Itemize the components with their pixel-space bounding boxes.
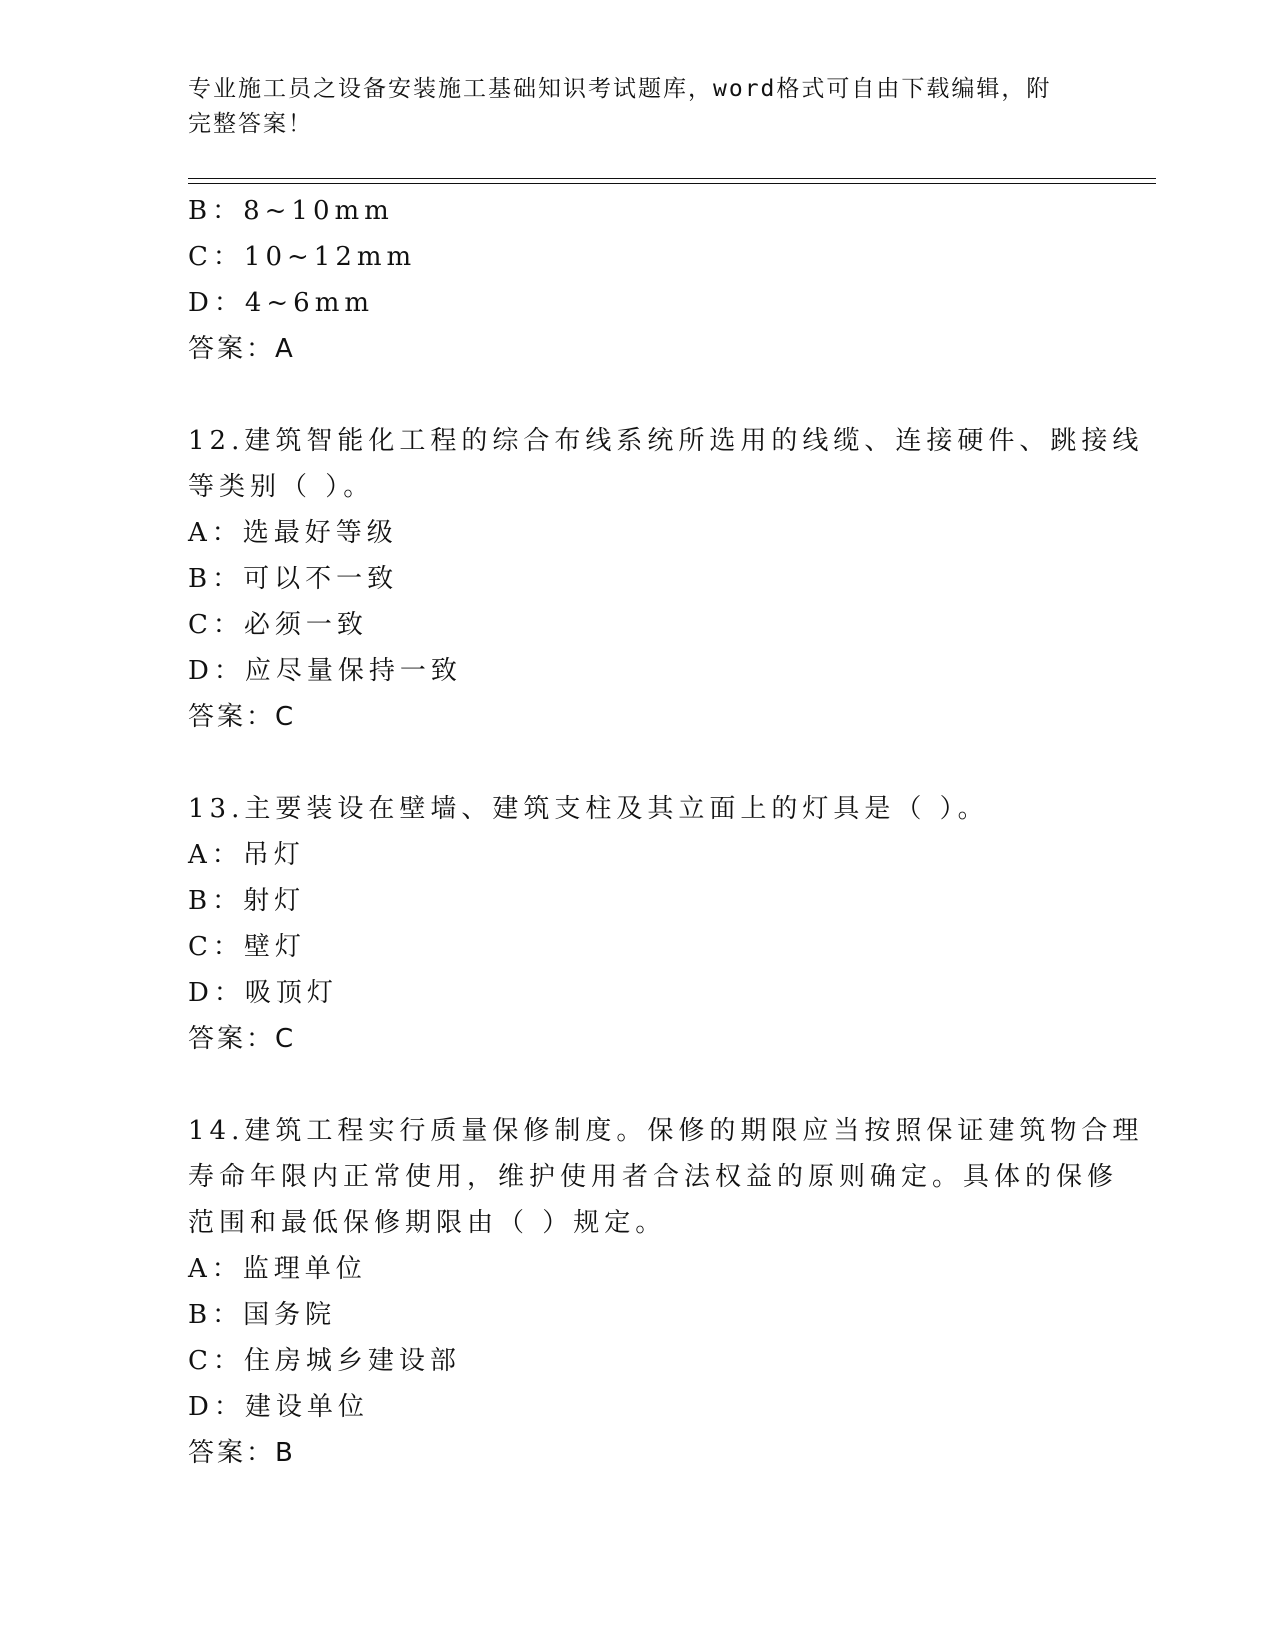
option-a <box>188 1246 1088 1292</box>
option-text: 吸顶灯 <box>244 978 338 1008</box>
question-12 <box>188 418 1144 740</box>
option-text: 住房城乡建设部 <box>243 1346 461 1376</box>
question-stem: 14.建筑工程实行质量保修制度。保修的期限应当按照保证建筑物合理 <box>188 1116 1144 1146</box>
option-d <box>188 1384 1088 1430</box>
option-c <box>188 234 1088 280</box>
option-d <box>188 970 1088 1016</box>
option-label: C： <box>188 242 244 272</box>
option-b <box>188 556 1088 602</box>
option-label: C： <box>188 932 244 962</box>
option-text: 应尽量保持一致 <box>244 656 462 686</box>
option-d <box>188 280 1088 326</box>
option-text: 必须一致 <box>243 610 368 640</box>
question-stem-continued: 等类别（ ）。 <box>188 472 375 502</box>
option-a <box>188 510 1088 556</box>
question-13 <box>188 786 1088 1062</box>
option-label: A： <box>188 518 243 548</box>
option-c <box>188 602 1088 648</box>
option-a <box>188 832 1088 878</box>
option-label: C： <box>188 1346 244 1376</box>
question-11-continued <box>188 188 1088 372</box>
page-header: 专业施工员之设备安装施工基础知识考试题库，word格式可自由下载编辑，附完整答案！ <box>188 76 1052 137</box>
question-stem: 13.主要装设在壁墙、建筑支柱及其立面上的灯具是（ ）。 <box>188 794 989 824</box>
option-text: 10~12mm <box>243 242 417 272</box>
option-label: D： <box>188 288 245 318</box>
option-text: 吊灯 <box>242 840 305 870</box>
header-rule-top <box>188 178 1156 179</box>
spacer <box>188 740 1088 786</box>
question-stem-continued: 范围和最低保修期限由（ ）规定。 <box>188 1208 667 1238</box>
option-text: 8~10mm <box>243 196 394 226</box>
option-label: B： <box>188 1300 244 1330</box>
answer-line: 答案：B <box>188 1438 296 1468</box>
header-rule-bottom <box>188 183 1156 184</box>
option-b <box>188 878 1088 924</box>
option-text: 4~6mm <box>244 288 375 318</box>
answer-line: 答案：C <box>188 1024 297 1054</box>
spacer <box>188 1062 1088 1108</box>
option-text: 可以不一致 <box>243 564 399 594</box>
option-d <box>188 648 1088 694</box>
option-text: 射灯 <box>243 886 306 916</box>
option-label: A： <box>188 1254 243 1284</box>
option-label: B： <box>188 886 244 916</box>
question-stem: 12.建筑智能化工程的综合布线系统所选用的线缆、连接硬件、跳接线 <box>188 426 1144 456</box>
option-text: 选最好等级 <box>242 518 398 548</box>
option-label: D： <box>188 656 245 686</box>
option-label: B： <box>188 196 244 226</box>
question-stem-continued: 寿命年限内正常使用，维护使用者合法权益的原则确定。具体的保修 <box>188 1162 1119 1192</box>
answer-line: 答案：A <box>188 334 296 364</box>
option-text: 壁灯 <box>243 932 306 962</box>
option-b <box>188 1292 1088 1338</box>
option-label: B： <box>188 564 244 594</box>
option-c <box>188 924 1088 970</box>
answer-line: 答案：C <box>188 702 297 732</box>
spacer <box>188 372 1088 418</box>
option-label: A： <box>188 840 243 870</box>
question-14 <box>188 1108 1144 1476</box>
option-label: C： <box>188 610 244 640</box>
option-label: D： <box>188 978 245 1008</box>
option-b <box>188 188 1088 234</box>
option-text: 监理单位 <box>242 1254 367 1284</box>
option-label: D： <box>188 1392 245 1422</box>
option-c <box>188 1338 1088 1384</box>
question-list <box>188 188 1144 1476</box>
option-text: 国务院 <box>243 1300 337 1330</box>
option-text: 建设单位 <box>244 1392 369 1422</box>
